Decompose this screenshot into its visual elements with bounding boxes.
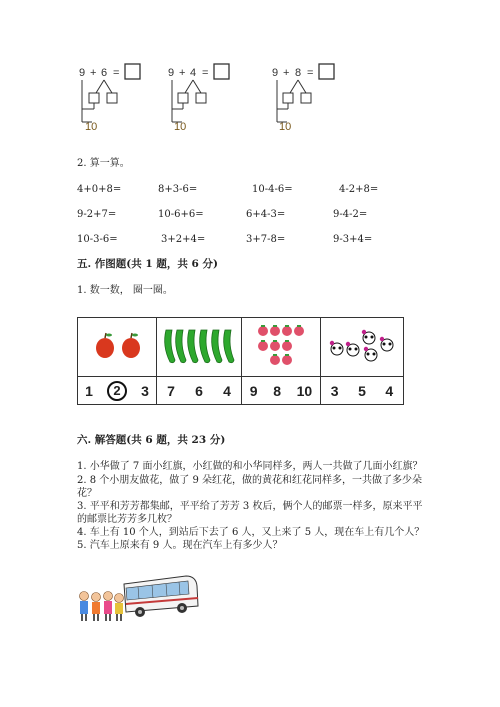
problem: 9-4-2= [333,209,368,220]
problem: 10-3-6= [77,234,118,245]
word-problem-3-cont: 的邮票比芳芳多几枚？ [77,514,177,525]
problem: 6+4-3= [246,209,286,220]
problem: 9-2+7= [77,209,117,220]
section6-heading: 六. 解答题(共 6 题，共 23 分) [77,434,226,446]
children-icon [80,592,124,622]
make-ten-1 [79,64,140,133]
eq1-a: 9 [79,67,86,79]
number-option[interactable]: 9 [249,382,258,399]
number-option[interactable]: 5 [358,382,366,399]
problem: 10-6+6= [158,209,204,220]
make-ten-2 [168,64,229,133]
svg-text:8: 8 [295,67,302,79]
apple-icon [82,325,152,365]
section5-q1: 1. 数一数， 圈一圈。 [77,285,173,296]
eq1-eq: = [113,67,120,79]
strawberry-icon [251,322,311,368]
cucumber-icon [160,324,238,366]
number-option[interactable]: 6 [195,382,203,399]
apple-cell [78,318,157,377]
svg-text:9: 9 [168,67,175,79]
number-option[interactable]: 1 [85,382,93,399]
problem: 3+2+4= [161,234,206,245]
numbers-apple [78,377,157,405]
svg-text:10: 10 [279,121,292,133]
word-problem-2-cont: 花？ [77,488,97,499]
eq1-op: + [90,67,97,79]
number-option[interactable]: 4 [223,382,231,399]
number-option[interactable]: 3 [141,382,149,399]
svg-text:4: 4 [190,67,197,79]
answer-box [214,64,229,79]
word-problem-3: 3. 平平和芳芳都集邮，平平给了芳芳 3 枚后，俩个人的邮票一样多，原来平平 [77,501,423,512]
numbers-panda [321,377,404,405]
problem: 4-2+8= [339,184,379,195]
svg-text:+: + [283,67,290,79]
problem: 3+7-8= [246,234,286,245]
count-and-circle-table [77,317,404,405]
problem: 4+0+8= [77,184,122,195]
make-ten-3 [272,64,334,133]
number-option[interactable]: 8 [273,382,281,399]
number-option[interactable]: 4 [385,382,394,399]
panda-cell [321,318,404,377]
section2-title: 2. 算一算。 [77,158,130,169]
number-option[interactable]: 7 [167,382,175,399]
problem: 10-4-6= [252,184,293,195]
number-option[interactable]: 10 [296,382,313,399]
cucumber-cell [157,318,242,377]
problem: 8+3-6= [158,184,198,195]
svg-text:+: + [179,67,186,79]
number-option[interactable]: 3 [330,382,339,399]
panda-icon [327,325,397,365]
answer-box [319,64,334,79]
answer-box [125,64,140,79]
word-problem-5: 5. 汽车上原来有 9 人。现在汽车上有多少人？ [77,540,283,551]
number-option-circled[interactable]: 2 [107,381,127,401]
bus-children-illustration [76,570,201,628]
numbers-strawberry [242,377,321,405]
section5-heading: 五. 作图题(共 1 题，共 6 分) [77,258,218,270]
svg-text:=: = [202,67,209,79]
word-problem-1: 1. 小华做了 7 面小红旗，小红做的和小华同样多，两人一共做了几面小红旗？ [77,461,423,472]
word-problem-4: 4. 车上有 10 个人，到站后下去了 6 人，又上来了 5 人，现在车上有几个人？ [77,527,425,538]
problem: 9-3+4= [333,234,373,245]
strawberry-cell [242,318,321,377]
svg-text:10: 10 [174,121,187,133]
word-problem-2: 2. 8 个小朋友做花，做了 9 朵红花，做的黄花和红花同样多，一共做了多少朵 [77,475,422,486]
svg-text:=: = [307,67,314,79]
bus-icon [124,576,198,617]
ten-label: 10 [85,121,98,133]
make-ten-diagrams [0,55,500,195]
numbers-cucumber [157,377,242,405]
svg-text:9: 9 [272,67,279,79]
eq1-b: 6 [101,67,108,79]
